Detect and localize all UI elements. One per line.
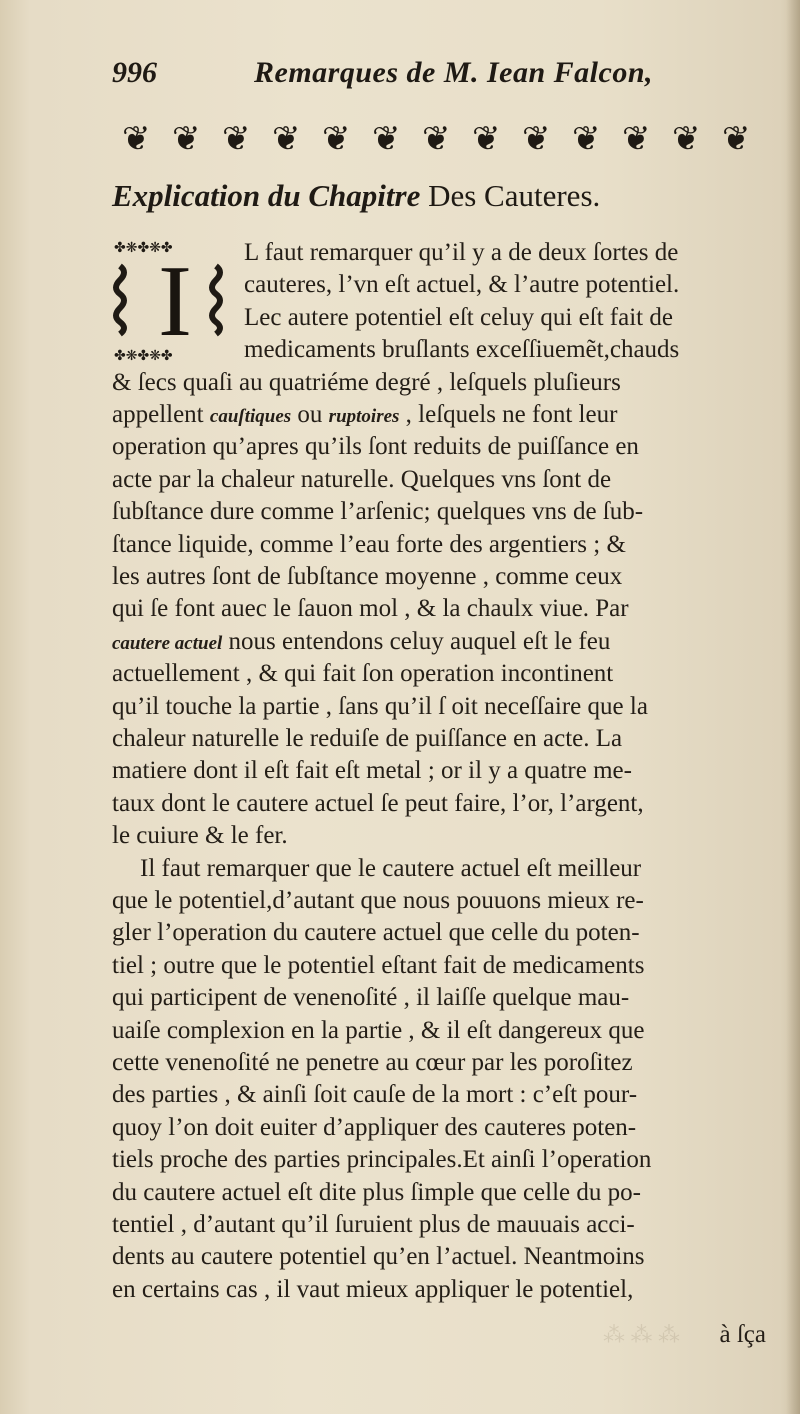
- text-run: matiere dont il eſt fait eſt metal ; or il y a quatre me-: [112, 757, 632, 785]
- text-run: les autres ſont de ſubſtance moyenne , comme ceux: [112, 563, 623, 590]
- fleuron-icon: ❦: [222, 119, 251, 159]
- text-run: quoy l’on doit euiter d’appliquer des cauteres poten-: [112, 1113, 637, 1141]
- text-line: [112, 1014, 767, 1048]
- text-run: uaiſe complexion en la partie , & il eſt dangereux que: [112, 1016, 645, 1044]
- italic-term: cautere actuel: [112, 632, 223, 654]
- text-run: des parties , & ainſi ſoit cauſe de la mort : c’eſt pour-: [112, 1081, 638, 1109]
- fleuron-ornament-band: [112, 112, 762, 162]
- text-line: [112, 949, 767, 983]
- text-line: [112, 722, 767, 756]
- text-line: [112, 1208, 767, 1242]
- page-number: 996: [112, 56, 157, 89]
- text-run: actuellement , & qui fait ſon operation incontinent: [112, 660, 614, 688]
- text-run: Lec autere potentiel eſt celuy qui eſt fait de: [244, 303, 673, 331]
- text-run: operation qu’apres qu’ils ſont reduits de puiſſance en: [112, 433, 639, 461]
- italic-term: cauſtiques: [209, 406, 292, 427]
- svg-text:✤❋✤❋✤: ✤❋✤❋✤: [114, 348, 173, 364]
- text-line: [112, 1143, 767, 1177]
- text-run: acte par la chaleur naturelle. Quelques vns ſont de: [112, 465, 612, 493]
- text-run: le cuiure & le fer.: [112, 822, 288, 850]
- text-run: taux dont le cautere actuel ſe peut faire, l’or, l’argent,: [112, 789, 644, 817]
- fleuron-icon: ❦: [372, 119, 401, 159]
- text-line: [112, 495, 767, 529]
- text-run: gler l’operation du cautere actuel que celle du poten-: [112, 919, 640, 947]
- text-run: nous entendons celuy auquel eſt le feu: [222, 627, 611, 655]
- italic-term: ruptoires: [328, 406, 400, 427]
- text-run: medicaments bruſlants exceſſiuemẽt,chauds: [244, 336, 680, 364]
- text-line: [112, 1273, 767, 1307]
- text-run: ſtance liquide, comme l’eau forte des argentiers ; &: [112, 530, 626, 558]
- text-line: [112, 1240, 767, 1274]
- text-line: [112, 884, 767, 918]
- text-run: qui ſe font auec le ſauon mol , & la chaulx viue. Par: [112, 595, 629, 623]
- text-line: [112, 430, 767, 464]
- text-line: [244, 268, 766, 302]
- text-line: [112, 625, 767, 659]
- text-line: [112, 463, 767, 497]
- fleuron-icon: ❦: [122, 119, 151, 159]
- drop-cap-letter: I: [158, 245, 192, 358]
- text-run: qui participent de venenoſité , il laiſſe quelque mau-: [112, 984, 630, 1012]
- running-title: Remarques de M. Iean Falcon,: [254, 56, 654, 89]
- text-run: cauteres, l’vn eſt actuel, & l’autre potentiel.: [244, 271, 680, 299]
- text-run: ou: [291, 401, 329, 428]
- text-line: [112, 560, 767, 594]
- text-line: [112, 1176, 767, 1210]
- section-title: [112, 178, 772, 222]
- text-run: tentiel , d’autant qu’il ſuruient plus de mauuais acci-: [112, 1211, 635, 1238]
- text-run: ſubſtance dure comme l’arſenic; quelques vns de ſub-: [112, 498, 644, 526]
- fleuron-icon: ❦: [322, 119, 351, 159]
- text-run: L faut remarquer qu’il y a de deux ſortes de: [244, 239, 679, 266]
- text-line: [112, 754, 767, 788]
- text-line: [112, 1046, 767, 1080]
- text-run: tiel ; outre que le potentiel eſtant fait de medicaments: [112, 951, 645, 979]
- page-edge-shadow: [786, 0, 800, 1414]
- text-run: chaleur naturelle le reduiſe de puiſſance en acte. La: [112, 725, 623, 752]
- text-line: [112, 1111, 767, 1145]
- text-line: [112, 366, 767, 400]
- text-line: [112, 398, 767, 432]
- text-run: tiels proche des parties principales.Et ainſi l’operation: [112, 1146, 652, 1174]
- text-line: [112, 657, 767, 691]
- text-line: [112, 592, 767, 626]
- fleuron-icon: ❦: [672, 119, 701, 159]
- text-line: [112, 690, 767, 724]
- fleuron-icon: ❦: [272, 119, 301, 159]
- catchword: à ſça: [719, 1321, 766, 1348]
- fleuron-icon: ❦: [172, 119, 201, 159]
- text-run: Il faut remarquer que le cautere actuel eſt meilleur: [140, 854, 642, 882]
- fleuron-icon: ❦: [722, 119, 751, 159]
- fleuron-icon: ❦: [572, 119, 601, 159]
- fleuron-icon: ❦: [522, 119, 551, 159]
- text-run: du cautere actuel eſt dite plus ſimple que celle du po-: [112, 1178, 641, 1206]
- section-title-italic: Explication du Chapitre: [112, 178, 421, 213]
- text-run: que le potentiel,d’autant que nous pouuons mieux re-: [112, 887, 644, 914]
- text-line: [112, 787, 767, 821]
- text-line: [112, 916, 767, 950]
- section-title-roman: Des Cauteres.: [428, 178, 601, 213]
- text-line: [112, 981, 767, 1015]
- text-run: qu’il touche la partie , ſans qu’il ſ oit neceſſaire que la: [112, 692, 648, 720]
- text-line: [112, 1078, 767, 1112]
- drop-cap-frame: [112, 236, 236, 364]
- text-run: cette venenoſité ne penetre au cœur par les poroſitez: [112, 1049, 633, 1076]
- text-line: [112, 819, 767, 853]
- text-line: [140, 852, 767, 886]
- text-line: [244, 333, 766, 367]
- svg-text:✤❋✤❋✤: ✤❋✤❋✤: [114, 240, 173, 256]
- text-line: [244, 236, 766, 270]
- text-run: dents au cautere potentiel qu’en l’actuel. Neantmoins: [112, 1243, 645, 1271]
- text-run: & ſecs quaſi au quatriéme degré , leſquels pluſieurs: [112, 368, 621, 396]
- text-line: [112, 528, 767, 562]
- text-line: [244, 301, 766, 335]
- text-run: appellent: [112, 401, 210, 428]
- fleuron-icon: ❦: [472, 119, 501, 159]
- text-run: en certains cas , il vaut mieux appliquer le potentiel,: [112, 1275, 634, 1303]
- fleuron-icon: ❦: [622, 119, 651, 159]
- bleed-through: ⁂ ⁂ ⁂: [603, 1322, 680, 1347]
- running-head: [112, 52, 762, 96]
- fleuron-icon: ❦: [422, 119, 451, 159]
- text-run: , leſquels ne font leur: [399, 401, 618, 428]
